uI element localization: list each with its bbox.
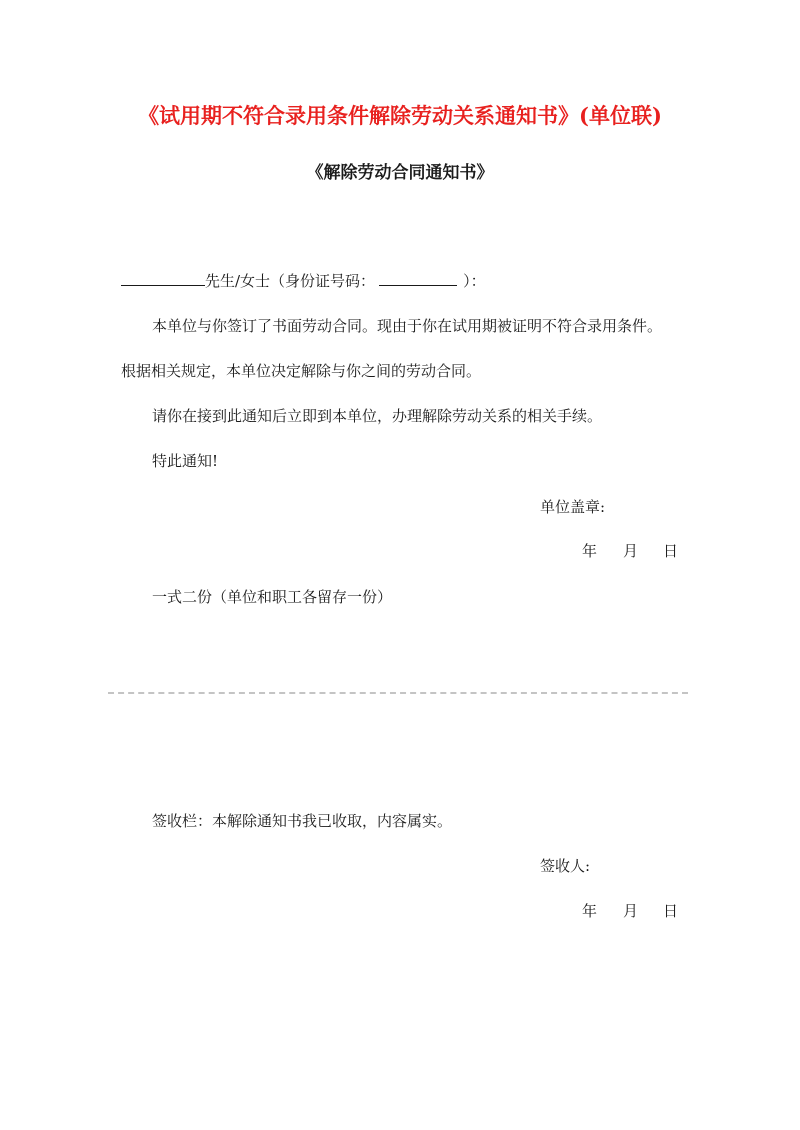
signer-label: 签收人: [540,857,591,875]
document-subtitle: 《解除劳动合同通知书》 [306,163,494,183]
paragraph-contract: 本单位与你签订了书面劳动合同。现由于你在试用期被证明不符合录用条件。 [152,317,663,335]
document-title: 《试用期不符合录用条件解除劳动关系通知书》(单位联) [138,103,662,128]
receipt-date [0,901,800,921]
receipt-date-month: 月 [623,902,639,920]
receipt-date-day: 日 [663,902,679,920]
date-month: 月 [623,542,639,560]
receipt-statement: 签收栏：本解除通知书我已收取，内容属实。 [152,812,453,830]
addressee-line [121,270,486,291]
document-date [0,541,800,561]
paragraph-procedure: 请你在接到此通知后立即到本单位，办理解除劳动关系的相关手续。 [152,407,603,425]
date-year: 年 [582,542,598,560]
addressee-salutation: 先生/女士（身份证号码： [205,272,376,290]
paragraph-notice-closing: 特此通知! [152,452,219,470]
id-number-blank [379,270,457,286]
copies-note: 一式二份（单位和职工各留存一份） [152,588,393,606]
name-blank [121,270,205,286]
cut-line-divider [108,692,688,694]
seal-label: 单位盖章: [540,498,606,516]
receipt-date-year: 年 [582,902,598,920]
paragraph-decision: 根据相关规定，本单位决定解除与你之间的劳动合同。 [121,362,482,380]
addressee-closing: ）： [463,272,486,290]
date-day: 日 [663,542,679,560]
